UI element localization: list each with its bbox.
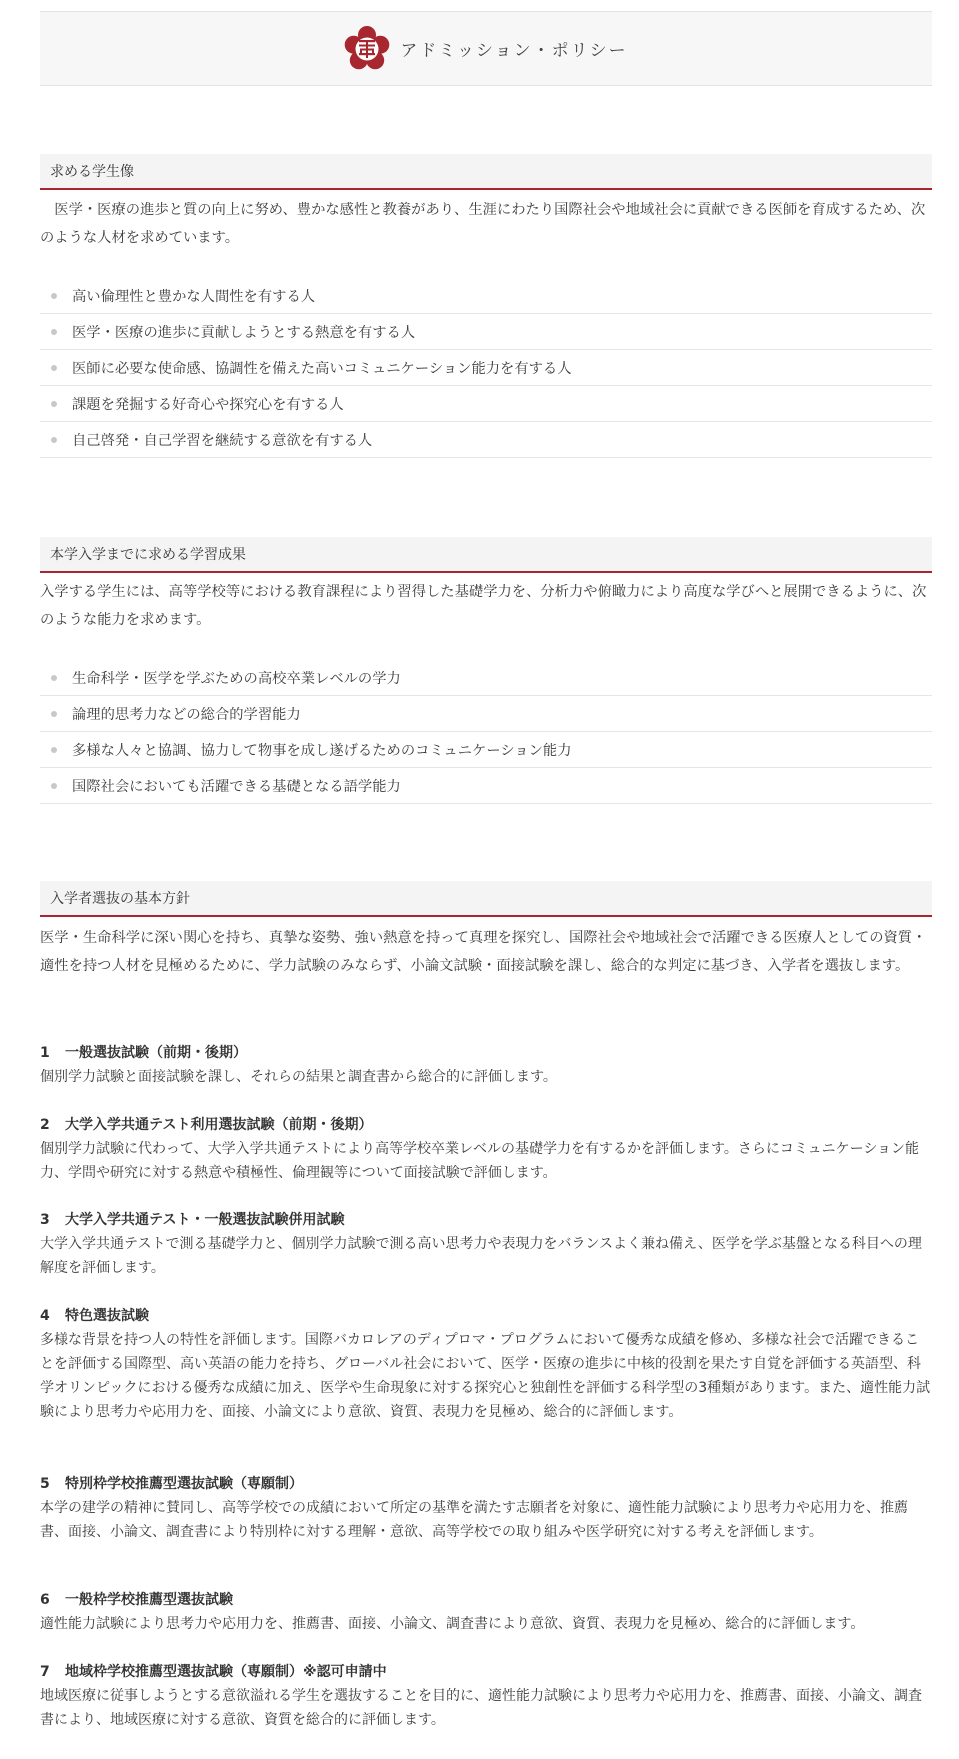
page-title: アドミッション・ポリシー (400, 41, 628, 61)
policy-item: 7 地域枠学校推薦型選抜試験（専願制）※認可申請中 地域医療に従事しようとする意欲溢れる学生を選抜することを目的に、適性能力試験により思考力や応用力を、推薦書、面接、小論文、調査書により、地域医療に対する意欲、資質を総合的に評価します。 (40, 1664, 922, 1728)
list-item: 論理的思考力などの総合的学習能力 (40, 696, 932, 732)
bullet-dot-icon (51, 329, 57, 335)
section-heading-ideal-student: 求める学生像 (40, 154, 932, 190)
list-item: 国際社会においても活躍できる基礎となる語学能力 (40, 768, 932, 804)
section-intro-ideal-student: 医学・医療の進歩と質の向上に努め、豊かな感性と教養があり、生涯にわたり国際社会や地域社会に貢献できる医師を育成するため、次のような人材を求めています。 (40, 202, 926, 246)
section-heading-selection-policy: 入学者選抜の基本方針 (40, 881, 932, 917)
policy-item: 3 大学入学共通テスト・一般選抜試験併用試験 大学入学共通テストで測る基礎学力と、個別学力試験で測る高い思考力や表現力をバランスよく兼ね備え、医学を学ぶ基盤となる科目への理解度を評価します。 (40, 1212, 922, 1276)
bullet-dot-icon (51, 401, 57, 407)
list-item: 医学・医療の進歩に貢献しようとする熱意を有する人 (40, 314, 932, 350)
bullet-dot-icon (51, 437, 57, 443)
list-item: 生命科学・医学を学ぶための高校卒業レベルの学力 (40, 660, 932, 696)
list-item: 多様な人々と協調、協力して物事を成し遂げるためのコミュニケーション能力 (40, 732, 932, 768)
ideal-student-list (40, 278, 932, 458)
policy-item: 1 一般選抜試験（前期・後期） 個別学力試験と面接試験を課し、それらの結果と調査書から総合的に評価します。 (40, 1045, 557, 1085)
learning-outcomes-list (40, 660, 932, 804)
bullet-dot-icon (51, 675, 57, 681)
list-item: 課題を発掘する好奇心や探究心を有する人 (40, 386, 932, 422)
bullet-dot-icon (51, 293, 57, 299)
policy-item: 4 特色選抜試験 多様な背景を持つ人の特性を評価します。国際バカロレアのディプロマ・プログラムにおいて優秀な成績を修め、多様な社会で活躍できることを評価する国際型、高い英語の能力を持ち、グローバル社会において、医学・医療の進歩に中核的役割を果たす自覚を評価する英語型、科学オリンピックにおける優秀な成績に加え、医学や生命現象に対する探究心と独創性を評価する科学型の3種類があります。また、適性能力試験により思考力や応用力を、面接、小論文により意欲、資質、表現力を見極め、総合的に評価します。 (40, 1308, 931, 1420)
page-header (40, 11, 932, 86)
list-item: 自己啓発・自己学習を継続する意欲を有する人 (40, 422, 932, 458)
bullet-dot-icon (51, 711, 57, 717)
policy-item: 2 大学入学共通テスト利用選抜試験（前期・後期） 個別学力試験に代わって、大学入学共通テストにより高等学校卒業レベルの基礎学力を有するかを評価します。さらにコミュニケーション能力、学問や研究に対する熱意や積極性、倫理観等について面接試験で評価します。 (40, 1117, 920, 1181)
list-item: 医師に必要な使命感、協調性を備えた高いコミュニケーション能力を有する人 (40, 350, 932, 386)
university-emblem-icon (344, 26, 390, 72)
section-heading-learning-outcomes: 本学入学までに求める学習成果 (40, 537, 932, 573)
bullet-dot-icon (51, 365, 57, 371)
section-intro-selection-policy: 医学・生命科学に深い関心を持ち、真摯な姿勢、強い熱意を持って真理を探究し、国際社会や地域社会で活躍できる医療人としての資質・適性を持つ人材を見極めるために、学力試験のみならず、小論文試験・面接試験を課し、総合的な判定に基づき、入学者を選抜します。 (40, 930, 927, 974)
section-intro-learning-outcomes: 入学する学生には、高等学校等における教育課程により習得した基礎学力を、分析力や俯瞰力により高度な学びへと展開できるように、次のような能力を求めます。 (40, 584, 927, 628)
list-item: 高い倫理性と豊かな人間性を有する人 (40, 278, 932, 314)
bullet-dot-icon (51, 747, 57, 753)
policy-item: 6 一般枠学校推薦型選抜試験 適性能力試験により思考力や応用力を、推薦書、面接、小論文、調査書により意欲、資質、表現力を見極め、総合的に評価します。 (40, 1592, 865, 1632)
bullet-dot-icon (51, 783, 57, 789)
policy-item: 5 特別枠学校推薦型選抜試験（専願制） 本学の建学の精神に賛同し、高等学校での成績において所定の基準を満たす志願者を対象に、適性能力試験により思考力や応用力を、推薦書、面接、小論文、調査書により特別枠に対する理解・意欲、高等学校での取り組みや医学研究に対する考えを評価します。 (40, 1476, 908, 1540)
